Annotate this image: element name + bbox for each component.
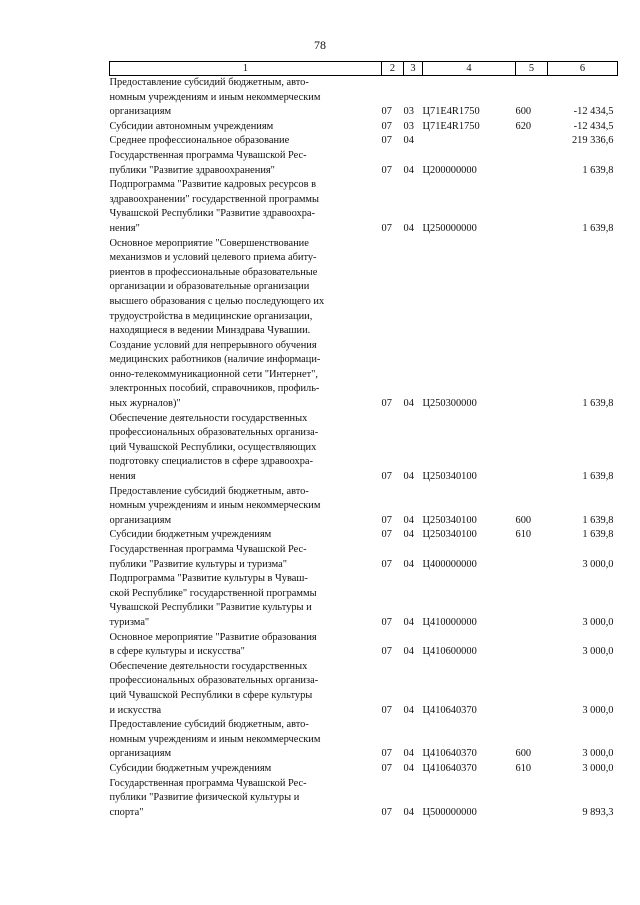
row-expense-type — [516, 543, 548, 572]
row-subsection: 04 — [403, 164, 414, 176]
row-subsection: 03 — [403, 106, 414, 118]
row-target-article: Ц250300000 — [422, 398, 477, 410]
table-row — [110, 777, 618, 821]
row-section: 07 — [381, 398, 392, 410]
row-subsection: 04 — [403, 471, 414, 483]
row-amount: 1 639,8 — [582, 514, 614, 526]
row-amount: 3 000,0 — [582, 748, 614, 760]
row-section: 07 — [381, 704, 392, 716]
row-amount: 1 639,8 — [582, 471, 614, 483]
row-expense-type: 600 — [515, 514, 532, 526]
table-row — [110, 762, 618, 777]
row-section: 07 — [381, 120, 392, 132]
row-amount: -12 434,5 — [573, 106, 614, 118]
row-target-article: Ц410000000 — [422, 616, 477, 628]
row-name: Субсидии бюджетным учреждениям — [109, 529, 272, 541]
row-subsection: 04 — [403, 704, 414, 716]
row-target-article: Ц410640370 — [422, 762, 477, 774]
table-row — [110, 412, 618, 485]
row-name: Предоставление субсидий бюджетным, авто- номным учреждениям и иным некоммерческим организациям — [109, 77, 321, 118]
row-expense-type: 620 — [515, 120, 532, 132]
row-target-article: Ц400000000 — [422, 558, 477, 570]
row-subsection: 04 — [403, 806, 414, 818]
row-section: 07 — [381, 646, 392, 658]
row-name: Обеспечение деятельности государственных профессиональных образовательных организа- ций Чувашской Республики, осуществляющих подготовку специалистов в сфере здравоохра- нения — [109, 412, 319, 483]
row-name: Предоставление субсидий бюджетным, авто- номным учреждениям и иным некоммерческим организациям — [109, 485, 321, 526]
row-section: 07 — [381, 222, 392, 234]
table-row — [110, 528, 618, 543]
row-name: Субсидии автономным учреждениям — [109, 120, 274, 132]
row-amount: 1 639,8 — [582, 222, 614, 234]
row-name: Обеспечение деятельности государственных профессиональных образовательных организа- ций Чувашской Республики в сфере культуры и искусства — [109, 660, 319, 716]
table-row — [110, 237, 618, 412]
row-subsection: 04 — [403, 616, 414, 628]
row-name: Государственная программа Чувашской Рес- публики "Развитие здравоохранения" — [109, 149, 307, 176]
row-target-article: Ц410640370 — [422, 748, 477, 760]
row-amount: 3 000,0 — [582, 616, 614, 628]
row-amount: 219 336,6 — [571, 135, 614, 147]
row-name: Государственная программа Чувашской Рес- публики "Развитие физической культуры и спорта" — [109, 777, 307, 818]
row-expense-type — [516, 134, 548, 149]
row-name: Государственная программа Чувашской Рес- публики "Развитие культуры и туризма" — [109, 544, 307, 570]
row-name: Подпрограмма "Развитие кадровых ресурсов в здравоохранении" государственной программы Чувашской Республики "Развитие здравоохра- нения" — [109, 179, 319, 234]
column-header: 1 — [110, 62, 382, 76]
table-row — [110, 76, 618, 120]
table-row — [110, 572, 618, 630]
row-amount: 1 639,8 — [582, 398, 614, 410]
table-row — [110, 543, 618, 572]
row-target-article: Ц71Е4R1750 — [422, 120, 480, 132]
column-header: 2 — [382, 62, 404, 76]
table-row — [110, 718, 618, 762]
row-target-article: Ц71Е4R1750 — [422, 106, 480, 118]
row-expense-type — [516, 631, 548, 660]
column-header: 6 — [548, 62, 618, 76]
row-section: 07 — [381, 762, 392, 774]
row-subsection: 04 — [403, 135, 414, 147]
row-amount: 3 000,0 — [582, 646, 614, 658]
row-target-article — [423, 134, 516, 149]
row-expense-type — [516, 660, 548, 718]
row-target-article: Ц410600000 — [422, 646, 477, 658]
row-subsection: 04 — [403, 558, 414, 570]
row-target-article: Ц250340100 — [422, 529, 477, 541]
row-subsection: 04 — [403, 222, 414, 234]
row-section: 07 — [381, 529, 392, 541]
row-section: 07 — [381, 558, 392, 570]
row-name: Подпрограмма "Развитие культуры в Чуваш- ской Республике" государственной программы Чувашской Республики "Развитие культуры и туризма" — [109, 573, 317, 628]
row-name: Основное мероприятие "Развитие образования в сфере культуры и искусства" — [109, 631, 317, 658]
column-header: 3 — [404, 62, 423, 76]
table-row — [110, 631, 618, 660]
row-target-article: Ц250340100 — [422, 471, 477, 483]
header-row — [110, 62, 618, 76]
row-section: 07 — [381, 164, 392, 176]
table-row — [110, 485, 618, 529]
row-subsection: 04 — [403, 646, 414, 658]
row-amount: 1 639,8 — [582, 529, 614, 541]
row-amount: 3 000,0 — [582, 762, 614, 774]
row-subsection: 04 — [403, 514, 414, 526]
row-expense-type — [516, 777, 548, 821]
table-row — [110, 178, 618, 236]
row-target-article: Ц410640370 — [422, 704, 477, 716]
row-subsection: 03 — [403, 120, 414, 132]
row-amount: -12 434,5 — [573, 120, 614, 132]
row-section: 07 — [381, 471, 392, 483]
table-row — [110, 660, 618, 718]
row-expense-type: 600 — [515, 106, 532, 118]
row-target-article: Ц250340100 — [422, 514, 477, 526]
row-subsection: 04 — [403, 529, 414, 541]
column-header: 4 — [423, 62, 516, 76]
table-row — [110, 120, 618, 135]
row-section: 07 — [381, 106, 392, 118]
row-amount: 3 000,0 — [582, 558, 614, 570]
table-row — [110, 149, 618, 178]
row-subsection: 04 — [403, 748, 414, 760]
row-section: 07 — [381, 514, 392, 526]
row-expense-type — [516, 572, 548, 630]
row-expense-type: 610 — [515, 529, 532, 541]
row-amount: 9 893,3 — [582, 806, 614, 818]
column-header: 5 — [516, 62, 548, 76]
page-number: 78 — [314, 38, 326, 52]
row-section: 07 — [381, 806, 392, 818]
table-row — [110, 134, 618, 149]
row-expense-type: 610 — [515, 762, 532, 774]
row-expense-type: 600 — [515, 748, 532, 760]
row-subsection: 04 — [403, 398, 414, 410]
row-amount: 1 639,8 — [582, 164, 614, 176]
row-expense-type — [516, 178, 548, 236]
budget-table — [109, 61, 618, 820]
row-target-article: Ц500000000 — [422, 806, 477, 818]
row-target-article: Ц200000000 — [422, 164, 477, 176]
row-amount: 3 000,0 — [582, 704, 614, 716]
row-name: Среднее профессиональное образование — [109, 135, 290, 147]
row-name: Предоставление субсидий бюджетным, авто- номным учреждениям и иным некоммерческим организациям — [109, 719, 321, 760]
row-expense-type — [516, 412, 548, 485]
row-section: 07 — [381, 748, 392, 760]
row-expense-type — [516, 237, 548, 412]
row-target-article: Ц250000000 — [422, 222, 477, 234]
row-expense-type — [516, 149, 548, 178]
row-name: Основное мероприятие "Совершенствование механизмов и условий целевого приема абиту- риентов в профессиональные образовательные организации и образовательные организации высшего образования с целью последующего их трудоустройства в медицинские организации, находящиеся в ведении Минздрава Чувашии. Создание условий для непрерывного обучения медицинских работников (наличие информаци- онно-телекоммуникационной сети "Интернет", электронных пособий, справочников, профиль- ных журналов)" — [109, 237, 325, 410]
row-subsection: 04 — [403, 762, 414, 774]
row-name: Субсидии бюджетным учреждениям — [109, 762, 272, 774]
row-section: 07 — [381, 616, 392, 628]
row-section: 07 — [381, 135, 392, 147]
